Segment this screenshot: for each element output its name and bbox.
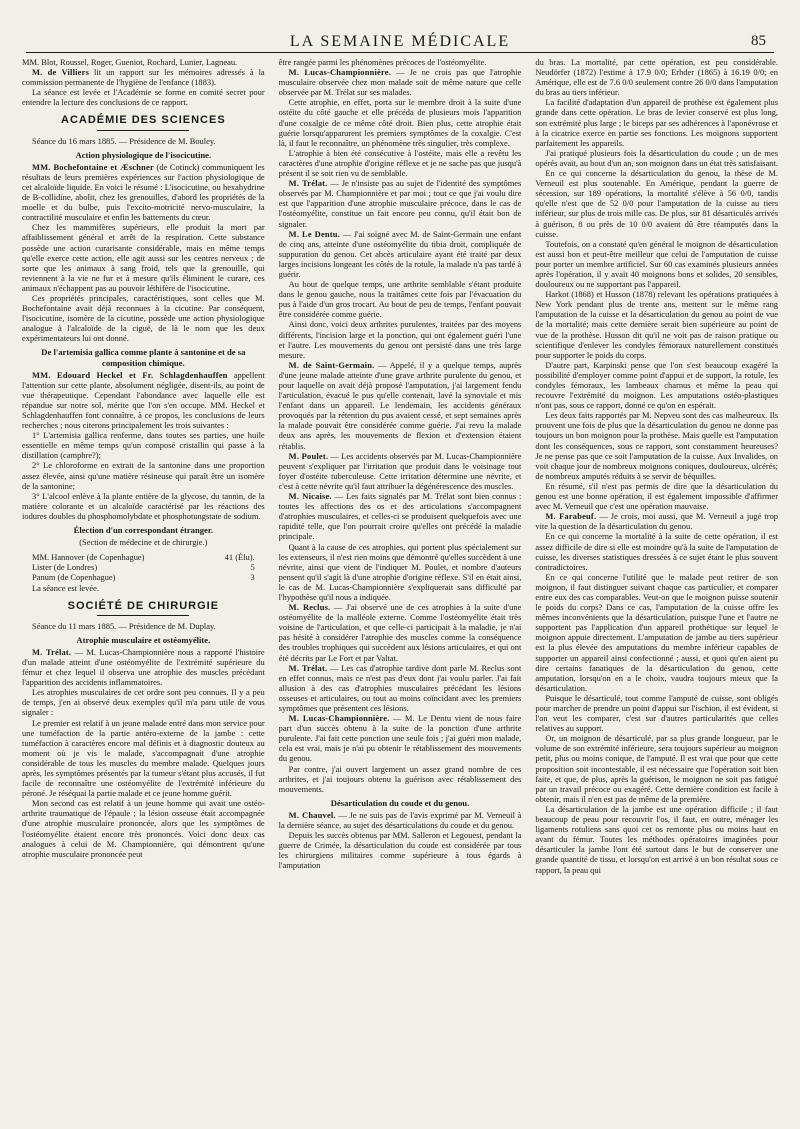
- subsection-heading: Atrophie musculaire et ostéomyélite.: [76, 634, 211, 645]
- speaker-name: M. Lucas-Championnière.: [288, 713, 390, 724]
- paragraph: [535, 511, 778, 531]
- paragraph: Mon second cas est relatif à un jeune homme qui avait une ostéo-arthrite traumatique de l'épaule ; la lésion osseuse était accompagnée d'une atrophie musculaire prononcée, alors que les symptômes de l'ostéomyélite étaient encore très prononcés. Voici donc deux cas analogues à celui de M. Championnière, qui démontrent qu'une atrophie musculaire prononcée peut: [22, 798, 265, 859]
- subsection-heading: Désarticulation du coude et du genou.: [330, 797, 470, 808]
- paragraph: En ce qui concerne la désarticulation du genou, la thèse de M. Verneuil est plus soutenable. En Amérique, pendant la guerre de sécession, sur 189 opérations, la mortalité s'élève à 56 0/0, tandis qu'elle n'est que de 52 0/0 pour l'amputation de la cuisse au tiers inférieur, sur plus de trois mille cas. De plus, sur 81 désarticulés arrivés à guérison, 8 ou près de 10 0/0 avaient dû être réamputés dans la cuisse.: [535, 168, 778, 239]
- paragraph: [22, 67, 265, 87]
- candidate-name: Panum (de Copenhague): [32, 572, 116, 583]
- section-heading-chirurgie: SOCIÉTÉ DE CHIRURGIE: [67, 599, 220, 612]
- speaker-name: M. Chauvel.: [288, 809, 336, 820]
- subsection-heading: Action physiologique de l'isocicutine.: [75, 149, 212, 160]
- election-row: [22, 552, 265, 562]
- heading-rule: [97, 130, 189, 131]
- paragraph: Ainsi donc, voici deux arthrites purulentes, traitées par des moyens différents, l'incision large et la ponction, qui ont également guéri l'une et l'autre. Les mouvements du genou ont persisté dans une très large mesure.: [278, 319, 522, 360]
- paragraph: [279, 451, 522, 491]
- paragraph: En ce qui concerne l'utilité que le malade peut retirer de son moignon, il faut distinguer suivant chaque cas particulier, et comparer entre eux des cas comparables. Veut-on que le moignon puisse soutenir le poids du corps? Dans ce cas, l'amputation de la cuisse offre les mêmes inconvénients que la désarticulation, puisque l'une et l'autre ne supportent pas l'application d'un appareil prothétique sur lequel le moignon appuie directement. L'amputation de jambe au tiers supérieur est la plus élevée des amputations du membre inférieur capables de supporter un appareil ainsi confectionné ; aussi, et quoi qu'en aient pu dire certains fanatiques de la désarticulation du genou, cette amputation, lorsqu'on en a le choix, vaudra toujours mieux que la désarticulation.: [535, 571, 778, 693]
- paragraph: Chez les mammifères supérieurs, elle produit la mort par affaiblissement général et arrêt de la respiration. Cette substance possède une action curarisante considérable, mais en même temps qu'elle exerce cette action, elle agit aussi sur les centres nerveux ; de sorte que les animaux à sang froid, tels que la grenouille, qui reviennent à la vie ne fur et à mesure qu'ils éliminent le curare, ces animaux n'échappent pas au pouvoir léthifère de l'isocicutine.: [22, 222, 265, 293]
- candidate-name: MM. Hannover (de Copenhague): [32, 552, 145, 563]
- subsection-note: (Section de médecine et de chirurgie.): [79, 537, 208, 548]
- election-results: [22, 552, 265, 582]
- vote-count: 3: [250, 572, 255, 583]
- paragraph: Puisque le désarticulé, tout comme l'amputé de cuisse, sont obligés pour marcher de prendre un point d'appui sur l'ischion, il est évident, si l'on veut les comparer, c'est sur d'autres particularités que celles relatives au support.: [535, 692, 778, 734]
- paragraph: En ce qui concerne la mortalité à la suite de cette opération, il est assez difficile de dire si elle est moindre qu'à la suite de l'amputation de cuisse, les diverses statistiques dressées à ce sujet étant le plus souvent contradictoires.: [535, 531, 778, 572]
- paragraph: 3° L'alcool enlève à la plante entière de la glycose, du tannin, de la matière colorante et un alcaloïde caractérisé par les réactions des iodures doubles du phosphomolybdate et phosphotungstate de sodium.: [22, 490, 265, 521]
- speaker-name: M. Lucas-Championnière.: [288, 67, 392, 78]
- paragraph: [279, 810, 522, 830]
- speaker-name: M. Poulet.: [288, 450, 329, 461]
- paragraph: Harkot (1868) et Husson (1878) relevant les opérations pratiquées à New York pendant plus de trente ans, mettent sur le même rang l'amputation de la cuisse et la désarticulation du genou au point de vue de la mortalité; mais cette dernière serait bien supérieure au point de vue de la prothèse. Husson dit qu'il ne voit pas de raison pratique ou scientifique d'enlever les condyles fémoraux naturellement constitués pour supporter le poids du corps.: [535, 289, 778, 360]
- speaker-name: M. Trélat.: [32, 646, 72, 657]
- paragraph: La facilité d'adaptation d'un appareil de prothèse est également plus grande dans cette opération. Le bras de levier conservé est plus long, son extrémité plus large ; le biceps par ses adhérences à l'aponévrose et à la cicatrice exerce en partie ses fonctions. Les moignons supportent parfaitement les appareils.: [535, 97, 778, 148]
- paragraph-text: — Je ne suis pas de l'avis exprimé par M. Verneuil à la dernière séance, au sujet des désarticulations du coude et du genou.: [278, 809, 522, 831]
- session-line: Séance du 16 mars 1885. — Présidence de M. Bouley.: [32, 135, 216, 146]
- speaker-name: M. Trélat.: [288, 662, 328, 673]
- running-head: [26, 32, 774, 53]
- three-columns: [22, 57, 778, 1127]
- subsection-heading: Élection d'un correspondant étranger.: [73, 525, 214, 536]
- paragraph: 1° L'artemisia gallica renferme, dans toutes ses parties, une huile essentielle en même temps qu'un composé cristallin qui passe à la distillation (camphre?);: [22, 430, 265, 461]
- journal-title: LA SEMAINE MÉDICALE: [289, 33, 511, 50]
- paragraph-text: — Appelé, il y a quelque temps, auprès d'une jeune malade atteinte d'une grave arthrite purulente du genou, et pour laquelle on avait déjà proposé l'amputation, j'ai largement fendu l'articulation, évacué le pus qu'elle contenait, lavé la synoviale et mis l'enfant dans un appareil. Le lendemain, les accidents généraux provoqués par la rétention du pus avaient cessé, et sept semaines après la malade pouvait être considérée comme guérie. J'ai revu la malade deux ans après, les mouvements de flexion et d'extension étaient rétablis.: [278, 359, 522, 451]
- speaker-name: M. de Saint-Germain.: [288, 359, 375, 370]
- paragraph: Depuis les succès obtenus par MM. Salleron et Legouest, pendant la guerre de Crimée, la désarticulation du coude est considérée par tous les chirurgiens militaires comme supérieure à tous égards à l'amputation: [278, 830, 522, 871]
- paragraph-text: — Je crois, moi aussi, que M. Verneuil a jugé trop vite la question de la désarticulation du genou.: [535, 511, 778, 532]
- paragraph: [22, 162, 265, 223]
- paragraph: En résumé, s'il n'est pas permis de dire que la désarticulation du genou est une bonne opération, il est également impossible d'affirmer avec M. Verneuil que c'est une opération mauvaise.: [535, 480, 778, 512]
- paragraph: Ces propriétés principales, caractéristiques, sont celles que M. Bochefontaine avait déjà reconnues à la cicutine. Par conséquent, l'isocicutine, isomère de la cicutine, possède une action physiologique analogue à l'alcaloïde de la ciguë, de là le nom que les deux expérimentateurs lui ont donné.: [22, 292, 265, 344]
- vote-count: 41 (Élu).: [224, 552, 255, 563]
- paragraph: La désarticulation de la jambe est une opération difficile ; il faut beaucoup de peau pour recouvrir l'os, il faut, en outre, ménager les ligaments rotuliens sans quoi cet os remonte plus ou moins haut en avant du fémur. Toutes les méthodes opératoires imaginées pour désarticuler la jambe l'ont été surtout dans le but de conserver une grande quantité de tissu, et lorsqu'on est arrivé à un bon résultat sous ce rapport, la peau qui: [535, 803, 778, 875]
- section-heading-academie: ACADÉMIE DES SCIENCES: [61, 114, 226, 127]
- paragraph-text: — J'ai observé une de ces atrophies à la suite d'une ostéomyélite de la malléole externe. Comme l'ostéomyélite était très voisine de l'articulation, et que celle-ci participait à la maladie, je n'ai pas hésité à considérer l'atrophie des muscles comme la conséquence des troubles trophiques qui succèdent aux lésions articulaires, et qui ont été décrits par Le Fort et par Valtat.: [278, 602, 522, 663]
- paragraph: Au bout de quelque temps, une arthrite semblable s'étant produite dans le genou gauche, nous la traitâmes cette fois par l'évacuation du pus à l'aide d'un gros trocart. Au bout de peu de temps, l'enfant pouvait être considérée comme guérie.: [278, 279, 522, 320]
- paragraph: Les deux faits rapportés par M. Nepveu sont des cas malheureux. Ils prouvent une fois de plus que la désarticulation du genou ne donne pas toujours un bon moignon pour la prothèse. Mais quelle est l'amputation dont les conséquences, sous ce rapport, sont constamment heureuses? Je ne pense pas que ce soit l'amputation de la cuisse. Aux Invalides, on voit chaque jour de nombreux moignons coniques, douloureux, ulcérés; de nombreux amputés réduits à se servir de béquilles.: [535, 410, 778, 481]
- speaker-name: M. Nicaise.: [288, 491, 332, 502]
- paragraph: La séance est levée.: [32, 582, 99, 593]
- paragraph: Quant à la cause de ces atrophies, qui portent plus spécialement sur les extenseurs, il n'est rien moins que démontré qu'elles succèdent à une névrite, ainsi que vient de l'indiquer M. Poulet, et nombre d'auteurs pensent qu'il s'agit là d'une atrophie d'origine réflexe. S'il en était ainsi, le cas de M. Lucas-Championnière s'expliquerait sans difficulté par l'hypothèse qu'il nous a indiquée.: [278, 541, 522, 602]
- speaker-name: MM. Edouard Heckel et Fr. Schlagdenhauffen: [32, 369, 228, 380]
- paragraph: Les atrophies musculaires de cet ordre sont peu connues. Il y a peu de temps, j'en ai observé deux exemples qu'il m'a paru utile de vous signaler :: [22, 687, 265, 718]
- paragraph: Par contre, j'ai ouvert largement un assez grand nombre de ces arthrites, et j'ai toujours obtenu la guérison avec rétablissement des mouvements.: [278, 763, 522, 794]
- paragraph: du bras. La mortalité, par cette opération, est peu considérable. Neudörfer (1872) l'estime à 17.9 0/0; Erhder (1865) à 16.19 0/0; en Amérique, elle est de 7.6 0/0 seulement contre 26 0/0 dans l'amputation du bras au tiers inférieur.: [535, 57, 778, 98]
- paragraph-text: — Les accidents observés par M. Lucas-Championnière peuvent s'expliquer par l'irritation que produit dans le voisinage tout foyer d'ostéite tuberculeuse. Cette irritation détermine une névrite, et c'est à cette névrite qu'il faut attribuer la dégénérescence des muscles.: [278, 450, 522, 491]
- paragraph: [279, 360, 522, 451]
- election-row: [22, 562, 265, 572]
- paragraph: [22, 647, 265, 687]
- paragraph: La séance est levée et l'Académie se forme en comité secret pour entendre la lecture des conclusions de ce rapport.: [22, 87, 265, 108]
- paragraph-text: appellent l'attention sur cette plante, absolument négligée, disent-ils, au point de vue thérapeutique. Cependant l'abondance avec laquelle elle est répandue sur notre sol, mérite que l'on s'en occupe. MM. Heckel et Schlagdenhauffen font connaître, à ce propos, les conclusions de leurs recherches ; nous citerons principalement les trois suivantes :: [22, 369, 265, 431]
- candidate-name: Lister (de Londres): [32, 562, 98, 573]
- column-right: [535, 57, 778, 1127]
- paragraph: Le premier est relatif à un jeune malade entré dans mon service pour une tuméfaction de la partie antéro-externe de la jambe : cette tuméfaction à caractères encore mal définis et à diagnostic douteux au moment où je vis le malade, s'accompagnait d'une atrophie considérable de tous les muscles du membre malade. Quelques jours après, les symptômes présentés par la tumeur s'étant plus accusés, il fut facile de reconnaître une ostéomyélite de l'extrémité inférieure du péroné. Je réséquai la partie malade et ce jeune homme guérit.: [22, 717, 265, 799]
- page-number: 85: [751, 33, 766, 49]
- speaker-name: MM. Bochefontaine et Æschner: [32, 161, 154, 172]
- paragraph-text: — Les faits signalés par M. Trélat sont bien connus : toutes les affections des os et des articulations s'accompagnent d'atrophies musculaires, et celles-ci se produisent quelquefois avec une rapidité telle, que l'on pourrait croire qu'elles ont précédé la maladie principale.: [278, 491, 522, 542]
- paragraph: 2° Le chloroforme en extrait de la santonine dans une proportion assez élevée, ainsi qu'une matière résineuse qui paraît être un isomère de la santonine;: [22, 460, 265, 491]
- paragraph-text: — J'ai soigné avec M. de Saint-Germain une enfant de cinq ans, atteinte d'une ostéomyélite du tibia droit, compliquée de suppuration du genou. Cet abcès articulaire ayant été traité par deux larges incisions longeant les côtés de la rotule, la malade n'a pas tardé à guérir.: [278, 228, 522, 279]
- speaker-name: M. Reclus.: [288, 602, 331, 613]
- paragraph-text: lit un rapport sur les mémoires adressés à la commission permanente de l'hygiène de l'enfance (1883).: [22, 67, 265, 88]
- paragraph: [279, 229, 522, 279]
- paragraph: [279, 663, 522, 713]
- paragraph: D'autre part, Karpinski pense que l'on s'est beaucoup exagéré la possibilité d'employer comme point d'appui et de support, la rotule, les condyles fémoraux, les lambeaux charnus et même la peau qui recouvre l'extrémité du moignon. Les amputations ostéo-plastiques n'ont pas, sous ce rapport, donné ce qu'on en espérait.: [535, 359, 778, 411]
- paragraph: [279, 713, 522, 763]
- paragraph: Or, un moignon de désarticulé, par sa plus grande longueur, par le volume de son extrémité inférieure, sera toujours supérieur au moignon petit, plus ou moins conique, de l'amputé. Il est vrai que pour que cette proposition soit incontestable, il est nécessaire que l'opération soit bien faite, et que, de plus, après la guérison, le moignon ne soit pas fatigué par un travail précoce ou exagéré. Cette dernière condition est facile à obtenir, mais il n'en est pas de même de la première.: [535, 733, 778, 804]
- paragraph: être rangée parmi les phénomènes précoces de l'ostéomyélite.: [278, 57, 487, 67]
- speaker-name: M. Trélat.: [288, 178, 328, 189]
- paragraph: J'ai pratiqué plusieurs fois la désarticulation du coude ; un de mes opérés avait, au bout d'un an, son moignon dans un état très satisfaisant.: [535, 147, 778, 168]
- paragraph: Cette atrophie, en effet, porta sur le membre droit à la suite d'une ostéite du côté gauche et elle précéda de plusieurs mois l'apparition d'une coxalgie de ce même côté droit. Bien plus, cette atrophie était guérie lorsqu'apparurent les premiers symptômes de la coxalgie. C'est là, il faut le reconnaître, un phénomène très singulier, très complexe.: [278, 97, 522, 148]
- session-line: Séance du 11 mars 1885. — Présidence de M. Duplay.: [32, 620, 216, 631]
- paragraph-text: — Les cas d'atrophie tardive dont parle M. Reclus sont en effet connus, mais ce n'est pas d'eux dont j'ai voulu parler. J'ai fait allusion à des cas d'atrophies musculaires précédant les lésions osseuses et articulaires, ou tout au moins coïncidant avec les premiers symptômes que présentent ces lésions.: [278, 662, 522, 713]
- heading-rule: [97, 615, 189, 616]
- speaker-name: M. de Villiers: [32, 67, 90, 78]
- paragraph-text: — Je ne crois pas que l'atrophie musculaire observée chez mon malade soit de même nature que celle observée par M. Trélat sur ses malades.: [278, 67, 522, 98]
- paragraph: [279, 602, 522, 663]
- paragraph-text: — M. Lucas-Championnière nous a rapporté l'histoire d'un malade atteint d'une ostéomyélite de l'extrémité supérieure du fémur et chez lequel il observa une atrophie des muscles précédant l'apparition des accidents inflammatoires.: [22, 646, 265, 688]
- paragraph-text: (de Cotinck) communiquent les résultats de leurs premières expériences sur l'action physiologique de cet alcaloïde liquide. En voici le résumé : L'isocicutine, ou hexahydrine de B-collidine, abolit, chez les grenouilles, d'abord les propriétés de la moelle et du bulbe, puis l'excito-motricité nervo-musculaire, la contractilité musculaire et enfin les battements du cœur.: [22, 161, 265, 223]
- paragraph: [22, 370, 265, 431]
- paragraph: L'atrophie à bien été consécutive à l'ostéite, mais elle a revêtu les caractères d'une atrophie d'origine réflexe et je ne sache pas que jusqu'à présent il se soit rien vu de semblable.: [278, 147, 522, 179]
- paragraph-text: — Je n'insiste pas au sujet de l'identité des symptômes observés par M. Championnière et par moi ; tout ce que j'ai voulu dire est que l'apparition d'une atrophie musculaire précoce, dans le cas de l'ostéomyélite, constitue un fait encore peu connu, qu'il était bon de signaler.: [278, 178, 522, 229]
- subsection-heading: De l'artemisia gallica comme plante à santonine et de sa composition chimique.: [41, 347, 246, 368]
- paragraph: MM. Blot, Roussel, Roger, Gueniot, Rochard, Lunier, Lagneau.: [22, 57, 238, 67]
- speaker-name: M. Farabeuf.: [545, 511, 597, 522]
- election-row: [22, 572, 265, 582]
- paragraph: [279, 178, 522, 228]
- column-left: [22, 57, 265, 1127]
- paragraph: [279, 491, 522, 541]
- paragraph: Toutefois, on a constaté qu'en général le moignon de désarticulation est aussi bon et peut-être meilleur que celui de l'amputation de cuisse pour porter un membre artificiel. Sur 60 cas examinés plusieurs années après l'opération, il y avait 40 moignons bons et solides, 20 sensibles, douloureux ou ne supportant pas l'appareil.: [535, 238, 778, 290]
- speaker-name: M. Le Dentu.: [288, 228, 340, 239]
- column-middle: [279, 57, 522, 1127]
- paragraph: [279, 67, 522, 97]
- paragraph-text: — M. Le Dentu vient de nous faire part d'un succès obtenu à la suite de la ponction d'une arthrite purulente. J'ai fait cette ponction une seule fois ; j'ai guéri mon malade, cela est vrai, mais je n'ai pu obtenir le rétablissement des mouvements du genou.: [278, 713, 522, 764]
- vote-count: 5: [250, 562, 255, 573]
